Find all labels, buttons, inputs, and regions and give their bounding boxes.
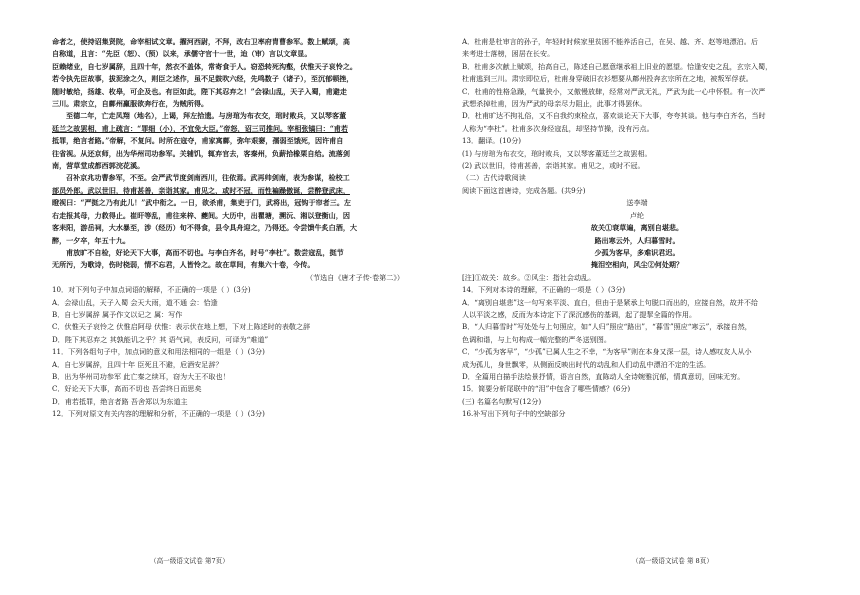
right-column [462, 36, 812, 421]
passage-line: 召补京兆功曹参军，不至。会严武节度剑南西川，往依焉。武再帅剑南，表为参谋，检校工 [66, 173, 350, 183]
question-12-option-d: D．杜甫旷达不拘礼俗，又不自我约束检点，喜欢谈论天下大事，夸夸其谈。他与李白齐名，当时 [462, 111, 766, 121]
poem-line: 少孤为客早，多难识君迟。 [594, 247, 680, 257]
question-12-option-a: A．杜甫是杜审言的孙子，年轻时时候家里贫困不能养活自己，在吴、越、齐、赵等地漂泊。后 [462, 37, 758, 46]
poem-line: 掩泪空相向，风尘②何处期？ [590, 260, 684, 270]
section-instruction: 阅读下面这首唐诗，完成各题。(共9分) [462, 185, 586, 195]
section-heading: (三) 名篇名句默写(12分) [462, 396, 542, 406]
question-11-option-c: C．好论天下大事，高而不切也 吾尝终日而思矣 [52, 384, 202, 394]
passage-line: 无所污，为歌诗，伤时桡弱，情不忘君，人皆怜之。故在草间，有集六十卷，今传。 [52, 260, 315, 270]
question-10-option-a: A．会禄山乱，天子入蜀 会天大雨，道不通 会：恰逢 [52, 297, 218, 307]
passage-line: 抵罪，绝言者路。”帝解，不复问。时所在寇夺，甫家寓鄜，弥年艰窭，孺弱至饿死，因许甫自 [52, 136, 344, 146]
passage-line: 臣赖绪业，自七岁属辞，且四十年，然衣不盖体，常寄食于人。窃恐转死沟壑，伏惟天子哀怜之。 [52, 61, 358, 71]
question-14-option-a-cont: 人以平淡之感，反而为本诗定下了深沉感伤的基调，起了提挈全篇的作用。 [462, 309, 697, 319]
question-12-option-c-cont: 武想杀掉杜甫，因为严武的母亲尽力阻止，此事才得罢休。 [462, 99, 647, 109]
question-12-option-d-cont: 人称为“李杜”。杜甫多次身经寇乱，却坚持节操，没有污点。 [462, 123, 654, 133]
question-14: 14．下列对本诗的理解，不正确的一项是（ ）(3分) [462, 285, 626, 295]
poem-line: 路出寒云外，人归暮雪时。 [594, 235, 680, 245]
passage-line: 往省视。从还京师，出为华州司功参军。关辅饥，辄弃官去，客秦州，负薪拾橡栗自给。流落剑 [52, 148, 350, 158]
question-12-option-b: B．杜甫多次献上赋颂，抬高自己，陈述自己愿意继承祖上旧业的愿望。恰逢安史之乱，玄宗入蜀， [462, 61, 773, 71]
poem-title: 送李端 [626, 198, 648, 208]
section-heading: （二）古代诗歌阅读 [462, 173, 526, 183]
passage-line: 若令执先臣故事，拔泥涂之久，则臣之述作，虽不足鼓吹六经，先鸣数子（诸子），至沉郁顿挫， [52, 74, 354, 84]
question-14-option-d: D．全篇用白描手法绘景抒情，语言自然，直陈动人全诗婉雅沉郁，情真意切，回味无穷。 [462, 371, 745, 381]
passage-line: 醉，一夕卒，年五十九。 [52, 235, 131, 245]
question-14-option-a: A．“离别自堪悲”这一句写来平淡、直白，但由于是紧承上句脱口而出的，应接自然，故并不给 [462, 297, 759, 307]
question-13: 13．翻译。(10分) [462, 136, 522, 146]
question-14-option-b-cont: 色调和谐，与上句构成一幅完整的严冬送别图。 [462, 334, 611, 344]
question-11-option-a: A．自七岁属辞，且四十年 臣死且不避，卮酒安足辞？ [52, 359, 223, 369]
question-13-item-2: (2) 武以世旧，待甫甚善，亲诣其家。甫见之，或时不冠。 [462, 161, 645, 171]
poem-notes: [注]①故关：故乡。②风尘：指社会动乱。 [462, 272, 596, 282]
passage-line: 甫放旷不自检，好论天下大事，高而不切也。与李白齐名，时号“李杜”。数尝寇乱，挺节 [66, 247, 344, 257]
question-15: 15．简要分析尾联中的“泪”中包含了哪些情感？(6分) [462, 384, 631, 394]
passage-line: 右走报其母，力救得止。崔旰等乱，甫往来梓、夔间。大历中，出瞿塘，溯沅、湘以登衡山，因 [52, 210, 350, 220]
question-11-option-b: B．出为华州司功参军 此亡秦之续耳，窃为大王不取也！ [52, 371, 230, 381]
question-11: 11．下列各组句子中，加点词的意义和用法相同的一组是（ ）(3分) [52, 347, 265, 357]
question-12-option-a-cont: 来考进士落榜，困居在长安。 [462, 49, 555, 59]
question-10-option-c: C．伏惟天子哀怜之 伏惟启阿母 伏惟：表示伏在地上想，下对上陈述时的表敬之辞 [52, 322, 311, 332]
page-footer-left: （高一级语文试卷 第7页） [150, 557, 229, 565]
question-10: 10．对下列句子中加点词语的解释，不正确的一项是（ ）(3分) [52, 285, 251, 295]
question-10-option-b: B．自七岁属辞 属予作文以记之 属：写作 [52, 309, 183, 319]
passage-line: 随时敏给，扬雄、枚皋，可企及也。有臣如此，陛下其忍弃之！”会禄山乱，天子入蜀，甫避走 [52, 86, 347, 96]
question-14-option-c: C．“少孤为客早”，“少孤”已属人生之不幸，“为客早”则在本身又深一层，诗人感叹友人从小 [462, 347, 752, 357]
page-footer-right: （高一级语文试卷 第 8页） [632, 557, 713, 565]
passage-line: 瞪视曰：“严挺之乃有此儿！”武中衔之。一日，欲杀甫，集吏于门，武将出，冠钩于帘者三。左 [52, 198, 352, 208]
question-11-option-d: D．甫若抵罪，绝言者路 吾舍郑以为东道主 [52, 396, 188, 406]
question-13-item-1: (1) 与房琯为布衣交，琯时败兵，又以琴客董廷兰之故罢相。 [462, 148, 652, 158]
passage-line: 客耒阳，游岳祠，大水暴至，涉（经历）旬不得食，县令具舟迎之，乃得还。令尝馈牛炙白酒，大 [52, 223, 358, 233]
passage-line: 南，营草堂成都西郭浣花溪。 [52, 161, 145, 171]
poem-author: 卢纶 [629, 210, 645, 220]
question-14-option-b: B．“人归暮雪时”写处处与上句照应，如“人归”照应“路出”，“暮雪”照应“寒云”，承接自然， [462, 322, 752, 332]
left-column [52, 36, 404, 421]
question-10-option-d: D．陛下其忍弃之 其孰能讥之乎？其 语气词，表反问，可译为“难道” [52, 334, 269, 344]
passage-line: 自称道，且言：“先臣（恕）、（预）以来，承儒守官十一世，迨（审）言以文章显。 [52, 49, 312, 59]
poem-line: 故关①衰草遍，离别自堪悲。 [590, 223, 684, 233]
question-14-option-c-cont: 成为孤儿，身世飘零，从侧面反映出时代的动乱和人们动乱中漂泊不定的生活。 [462, 359, 711, 369]
passage-line: 至德二年，亡走凤翔（地名），上谒，拜左拾遗。与房琯为布衣交，琯时败兵，又以琴客董 [66, 111, 347, 121]
question-12: 12．下列对原文有关内容的理解和分析，不正确的一项是（ ）(3分) [52, 409, 265, 419]
passage-line-underlined: 部员外郎。武以世旧，待甫甚善，亲诣其家。甫见之，或时不冠，而性褊躁傲诞，尝醉登武床， [52, 185, 350, 195]
passage-line: 三川。肃宗立，自鄜州羸服欲奔行在，为贼所得。 [52, 99, 209, 109]
passage-line-underlined: 廷兰之故罢相，甫上疏言：“罪细（小），不宜免大臣。”帝怒，诏三司推问。宰相张镐曰：“甫若 [52, 123, 348, 133]
question-12-option-c: C．杜甫的性格急躁，气量狭小，又傲慢放肆，经常对严武无礼，严武为此一心中怀恨。有一次严 [462, 86, 766, 96]
question-16: 16.补写出下列句子中的空缺部分 [462, 409, 566, 419]
question-12-option-b-cont: 杜甫逃到三川。肃宗即位后，杜甫身穿破旧衣衫想要从鄜州投奔玄宗所在之地，被叛军俘获。 [462, 74, 753, 84]
passage-line: 命者之，使持诏集贤院，命宰相试文章。擢河西尉，不拜，改右卫率府胄曹参军。数上赋颂，高 [52, 37, 350, 46]
passage-source: （节选自《唐才子传·卷第二》） [305, 272, 404, 282]
